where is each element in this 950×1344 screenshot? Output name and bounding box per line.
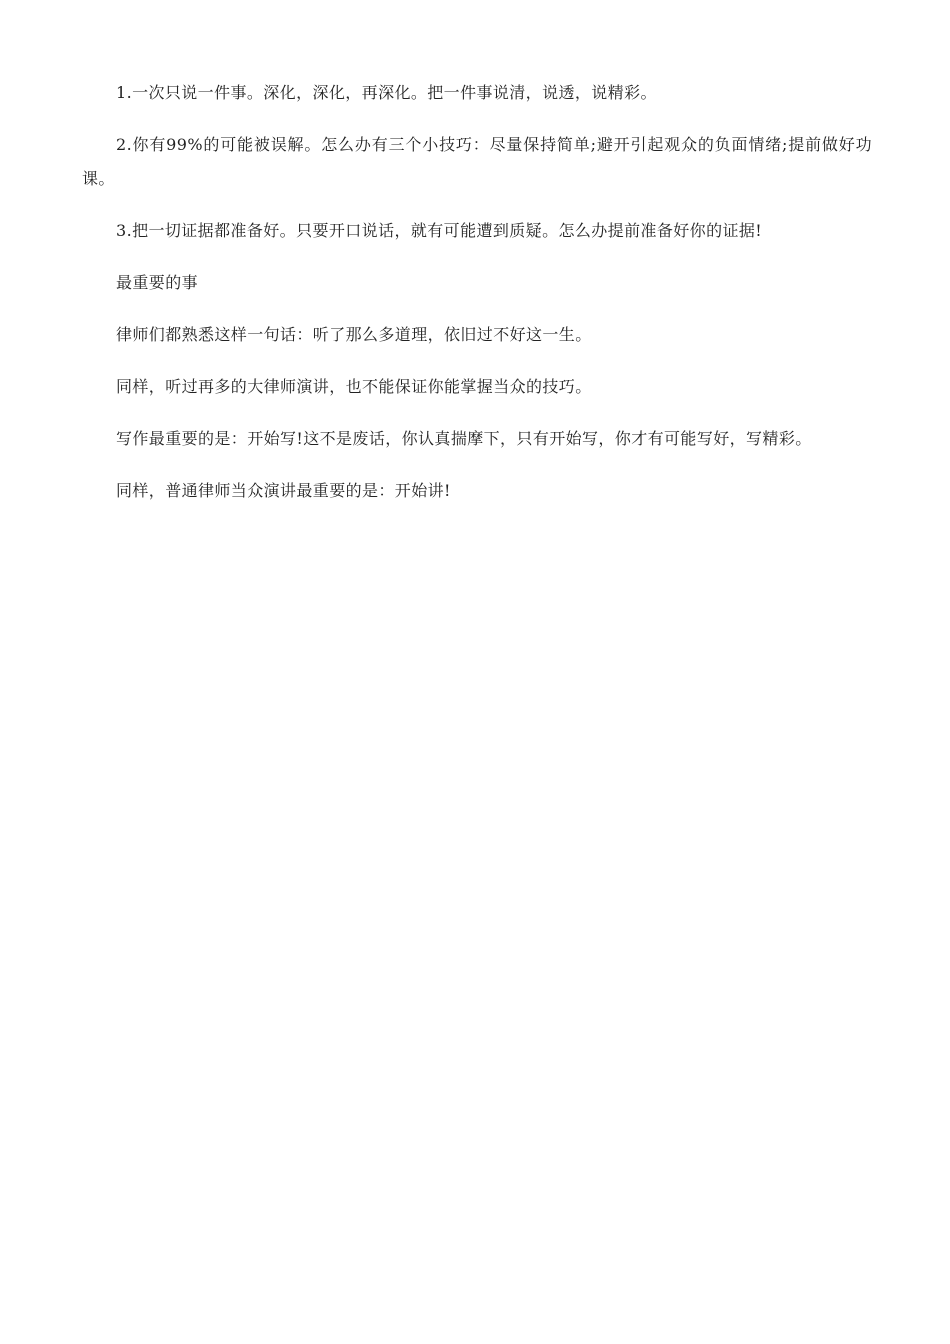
document-body — [82, 76, 872, 526]
paragraph-tip-2: 2.你有99%的可能被误解。怎么办有三个小技巧：尽量保持简单;避开引起观众的负面情绪;提前做好功课。 — [82, 135, 872, 188]
paragraph-body-4: 同样，普通律师当众演讲最重要的是：开始讲! — [116, 481, 451, 500]
section-heading: 最重要的事 — [116, 273, 199, 292]
paragraph-body-2: 同样，听过再多的大律师演讲，也不能保证你能掌握当众的技巧。 — [116, 377, 592, 396]
paragraph-tip-1: 1.一次只说一件事。深化，深化，再深化。把一件事说清，说透，说精彩。 — [116, 83, 657, 102]
paragraph-body-1: 律师们都熟悉这样一句话：听了那么多道理，依旧过不好这一生。 — [116, 325, 592, 344]
paragraph-body-3: 写作最重要的是：开始写!这不是废话，你认真揣摩下，只有开始写，你才有可能写好，写精彩。 — [116, 429, 812, 448]
paragraph-tip-3: 3.把一切证据都准备好。只要开口说话，就有可能遭到质疑。怎么办提前准备好你的证据! — [116, 221, 763, 240]
